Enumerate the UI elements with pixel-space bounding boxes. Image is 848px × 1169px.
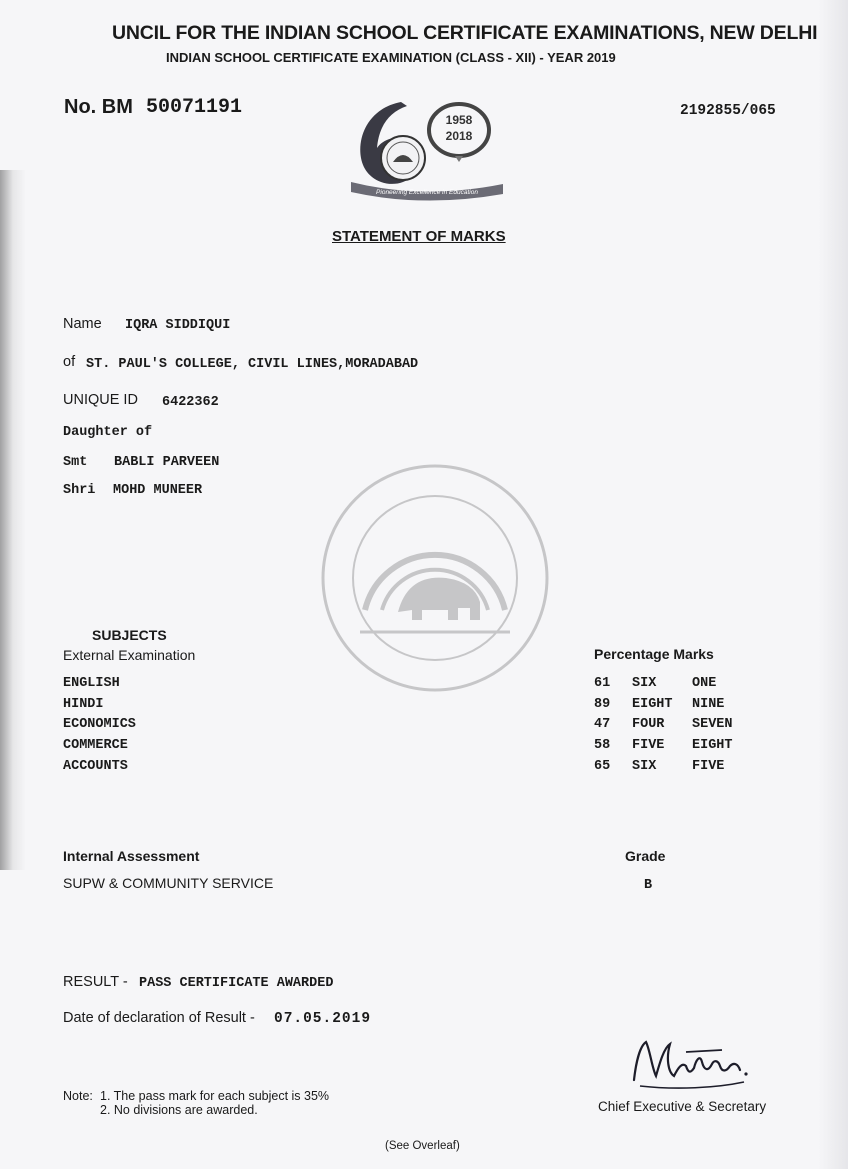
internal-assessment-heading: Internal Assessment <box>63 848 200 864</box>
marks-word-tens: SIX <box>632 759 657 774</box>
marks-word-tens: FOUR <box>632 717 665 732</box>
marks-word-tens: EIGHT <box>632 697 673 712</box>
marks-word-units: SEVEN <box>692 717 733 732</box>
subjects-heading: SUBJECTS <box>92 627 167 643</box>
subject-name: ACCOUNTS <box>63 759 128 774</box>
logo-year-end: 2018 <box>445 129 473 143</box>
subject-name: HINDI <box>63 697 104 712</box>
marks-word-units: NINE <box>692 697 725 712</box>
subject-name: COMMERCE <box>63 738 128 753</box>
marks-word-units: FIVE <box>692 759 725 774</box>
name-label: Name <box>63 316 102 332</box>
father-name: MOHD MUNEER <box>113 483 203 498</box>
mother-prefix: Smt <box>63 455 88 470</box>
result-value: PASS CERTIFICATE AWARDED <box>139 976 334 991</box>
external-exam-heading: External Examination <box>63 647 196 663</box>
subject-marks: 65 <box>594 759 611 774</box>
unique-id-label: UNIQUE ID <box>63 392 138 408</box>
subject-marks: 89 <box>594 697 611 712</box>
scan-shadow <box>0 170 26 870</box>
subject-marks: 47 <box>594 717 611 732</box>
certificate-number-label: No. BM <box>64 96 133 118</box>
unique-id: 6422362 <box>162 395 219 410</box>
subject-marks: 58 <box>594 738 611 753</box>
subject-name: ENGLISH <box>63 676 120 691</box>
relation-label: Daughter of <box>63 425 153 440</box>
declaration-date: 07.05.2019 <box>274 1011 372 1027</box>
mother-name: BABLI PARVEEN <box>114 455 220 470</box>
marks-word-units: ONE <box>692 676 717 691</box>
internal-grade: B <box>644 878 653 893</box>
see-overleaf: (See Overleaf) <box>385 1140 460 1152</box>
note-prefix: Note: <box>63 1089 93 1103</box>
candidate-name: IQRA SIDDIQUI <box>125 318 231 333</box>
marks-word-units: EIGHT <box>692 738 733 753</box>
sixty-years-logo-icon <box>343 96 509 204</box>
note-divisions: 2. No divisions are awarded. <box>100 1103 258 1117</box>
grade-heading: Grade <box>625 848 666 864</box>
marks-word-tens: FIVE <box>632 738 665 753</box>
school-name: ST. PAUL'S COLLEGE, CIVIL LINES,MORADABAD <box>86 357 419 372</box>
logo-tagline: Pioneering Excellence in Education <box>376 189 478 196</box>
watermark-seal-icon <box>310 460 560 700</box>
signature-icon <box>626 1032 756 1092</box>
certificate-number: 50071191 <box>146 96 243 119</box>
reference-number: 2192855/065 <box>680 103 776 119</box>
scan-edge <box>818 0 848 1169</box>
marks-word-tens: SIX <box>632 676 657 691</box>
note-pass-mark: 1. The pass mark for each subject is 35% <box>100 1089 330 1103</box>
exam-name: INDIAN SCHOOL CERTIFICATE EXAMINATION (CLASS - XII) - YEAR 2019 <box>166 50 616 65</box>
school-label: of <box>63 354 76 370</box>
subject-marks: 61 <box>594 676 611 691</box>
internal-subject: SUPW & COMMUNITY SERVICE <box>63 875 274 891</box>
council-name: UNCIL FOR THE INDIAN SCHOOL CERTIFICATE EXAMINATIONS, NEW DELHI <box>112 22 818 44</box>
declaration-date-label: Date of declaration of Result - <box>63 1010 255 1026</box>
signatory-title: Chief Executive & Secretary <box>598 1099 767 1114</box>
document-title: STATEMENT OF MARKS <box>332 228 506 245</box>
logo-year-start: 1958 <box>445 113 473 127</box>
subject-name: ECONOMICS <box>63 717 136 732</box>
result-label: RESULT - <box>63 974 128 990</box>
percentage-marks-heading: Percentage Marks <box>594 646 714 662</box>
father-prefix: Shri <box>63 483 96 498</box>
